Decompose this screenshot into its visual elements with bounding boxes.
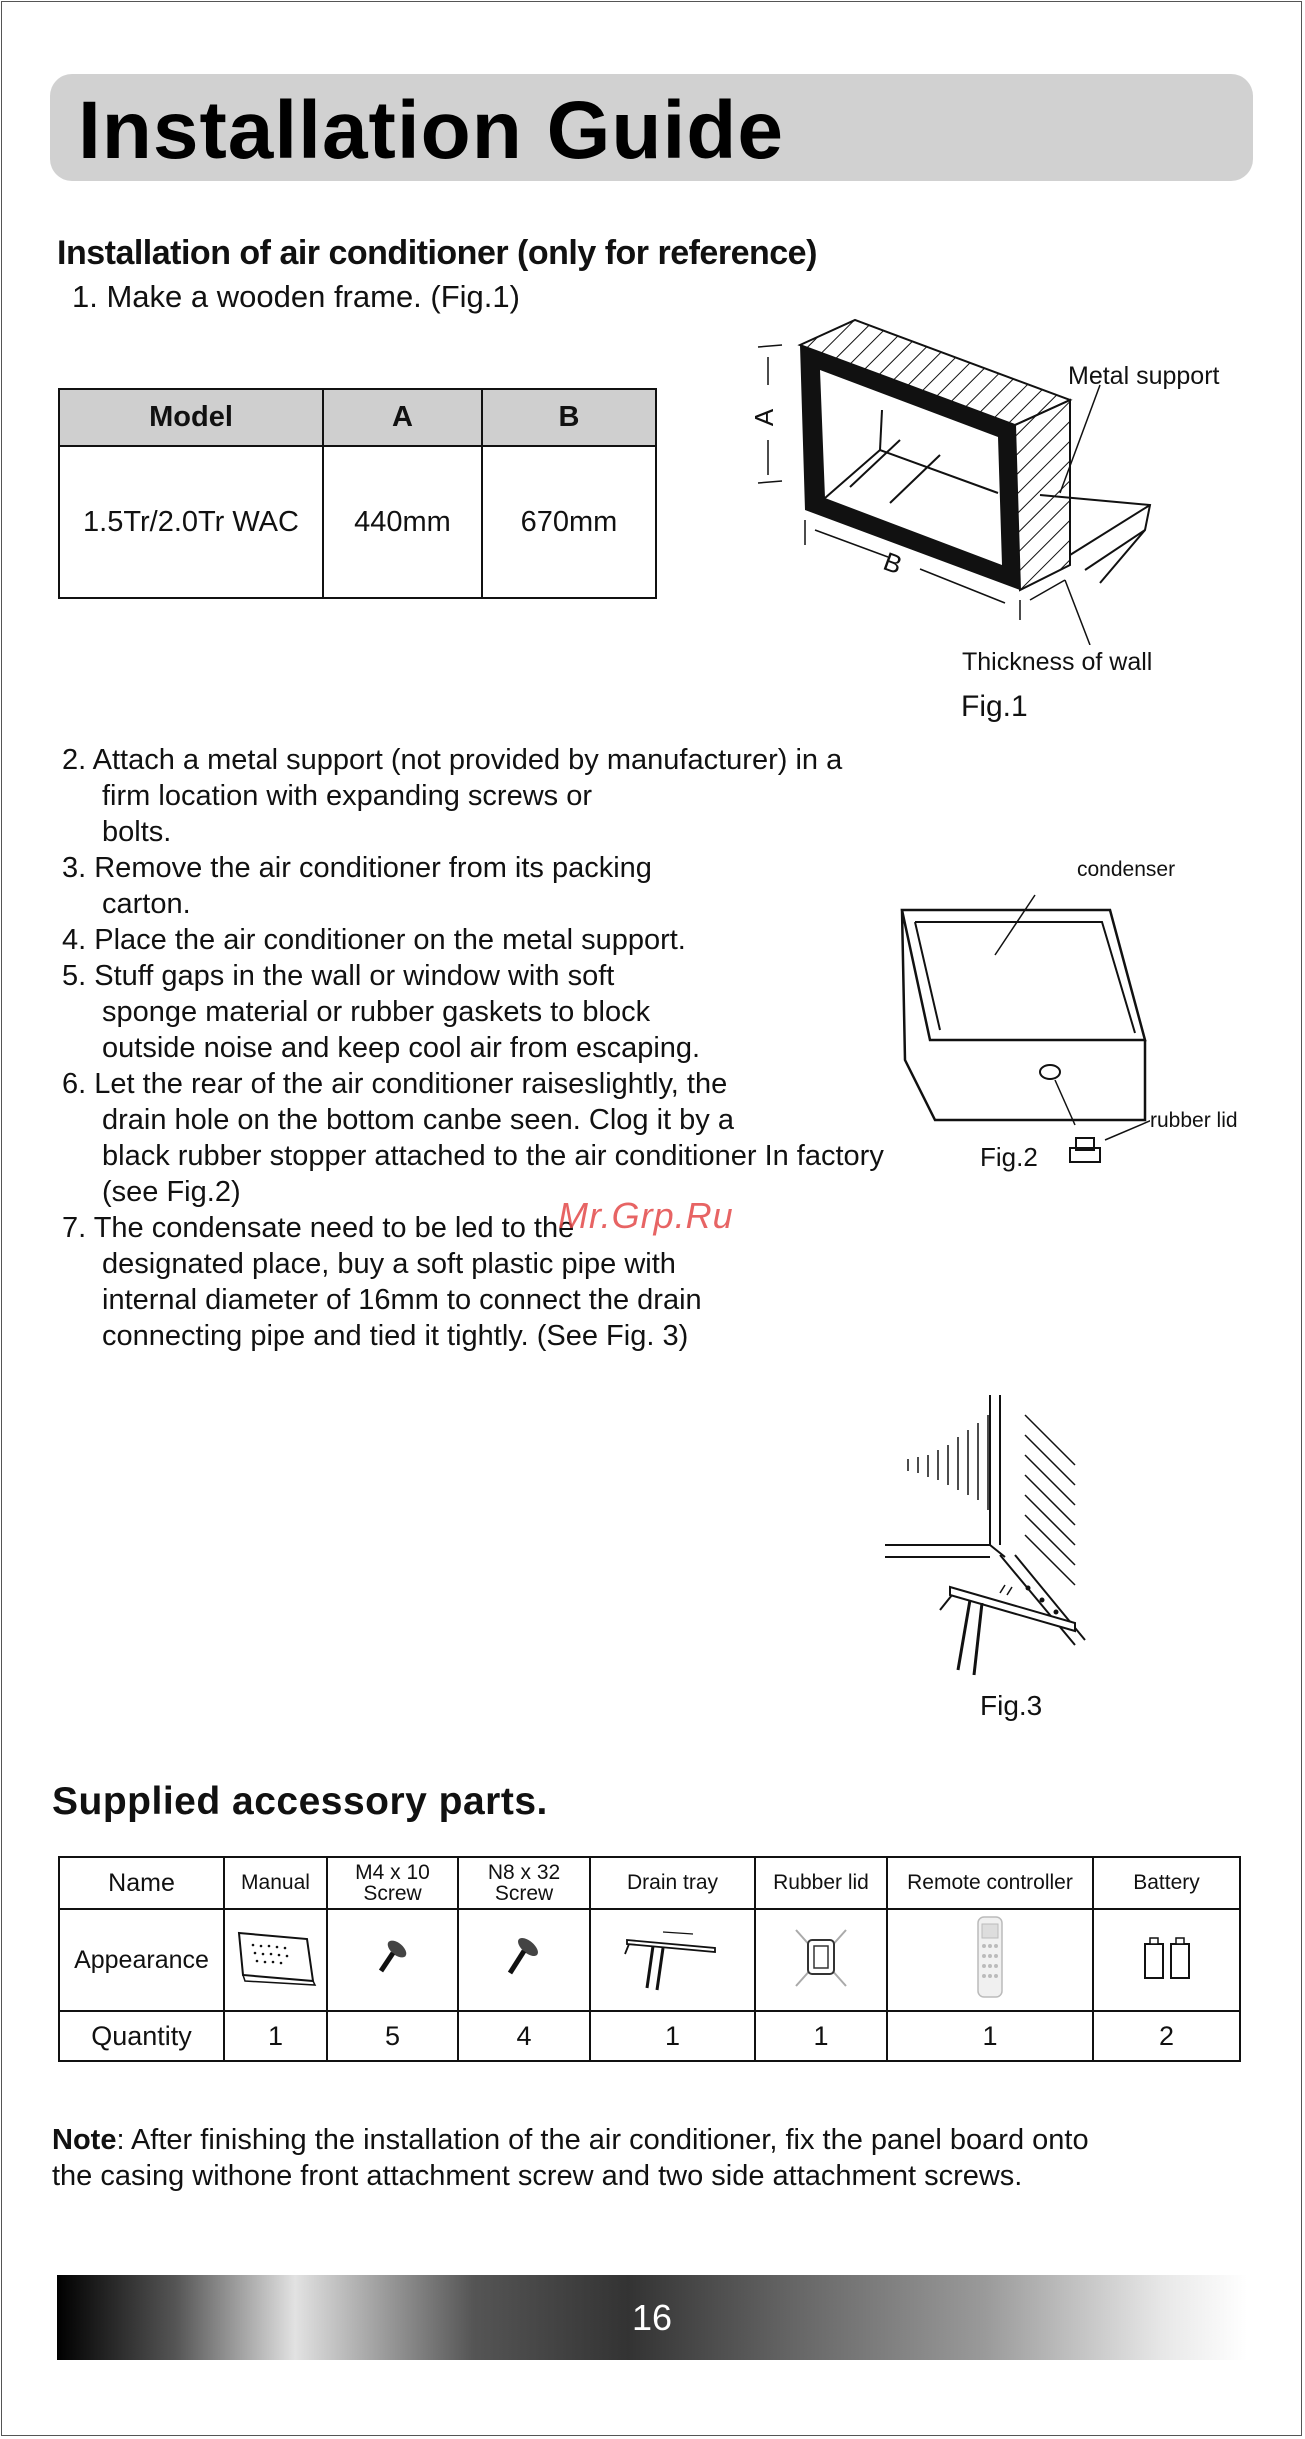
accessory-name-label: Manual: [241, 1871, 310, 1894]
accessory-quantity: 1: [887, 2011, 1093, 2061]
step-6-line: 6. Let the rear of the air conditioner raiseslightly, the: [62, 1068, 728, 1100]
fig1-dim-b: B: [879, 545, 907, 581]
note-label: Note: [52, 2124, 117, 2156]
a-header: A: [323, 389, 482, 446]
step-2: [62, 742, 1022, 850]
accessory-name: [224, 1857, 327, 1909]
b-value: 670mm: [482, 446, 656, 598]
accessory-name-label: M4 x 10: [355, 1861, 430, 1884]
step-4: [62, 922, 1022, 958]
step-5-line: 5. Stuff gaps in the wall or window with soft: [62, 960, 615, 992]
footer-bar: [57, 2275, 1247, 2360]
accessory-quantity: 1: [590, 2011, 755, 2061]
step-6-cont: drain hole on the bottom canbe seen. Clog it by a: [102, 1104, 734, 1136]
step-4-line: 4. Place the air conditioner on the metal support.: [62, 924, 686, 956]
accessories-title: Supplied accessory parts.: [52, 1780, 548, 1823]
accessory-name: [755, 1857, 887, 1909]
fig3-caption: Fig.3: [980, 1690, 1043, 1721]
step-3: [62, 850, 1022, 922]
accessory-name-label: Battery: [1133, 1871, 1200, 1894]
battery-icon: [1139, 1932, 1195, 1982]
accessory-quantity: 5: [327, 2011, 458, 2061]
step-7-cont: internal diameter of 16mm to connect the drain: [102, 1284, 702, 1316]
b-header: B: [482, 389, 656, 446]
screw-icon: [502, 1935, 546, 1979]
step-6: [62, 1066, 1022, 1210]
step-5-cont: sponge material or rubber gaskets to block: [102, 996, 651, 1028]
accessory-appearance: [887, 1909, 1093, 2011]
step-5-cont: outside noise and keep cool air from escaping.: [102, 1032, 701, 1064]
step-7-line: 7. The condensate need to be led to the: [62, 1212, 575, 1244]
quantity-row-header: Quantity: [59, 2011, 224, 2061]
step-5: [62, 958, 1022, 1066]
step-6-cont: black rubber stopper attached to the air conditioner In factory: [102, 1140, 884, 1172]
accessories-table: [58, 1856, 1241, 2062]
manual-icon: [235, 1927, 317, 1987]
note-line-2: the casing withone front attachment screw and two side attachment screws.: [52, 2160, 1023, 2192]
step-2-line: 2. Attach a metal support (not provided by manufacturer) in a: [62, 744, 843, 776]
accessory-quantity: 1: [755, 2011, 887, 2061]
model-table: [58, 388, 657, 599]
step-7: [62, 1210, 1022, 1354]
accessory-appearance: [1093, 1909, 1240, 2011]
accessory-appearance: [458, 1909, 590, 2011]
fig2-condenser-label: condenser: [1077, 858, 1176, 881]
accessory-quantity: 4: [458, 2011, 590, 2061]
accessory-name-label: Remote controller: [907, 1871, 1073, 1894]
accessory-name: [327, 1857, 458, 1909]
screw-icon: [373, 1937, 413, 1977]
step-3-cont: carton.: [102, 888, 191, 920]
watermark: Mr.Grp.Ru: [558, 1195, 734, 1236]
accessory-name-label: Screw: [363, 1882, 422, 1905]
title-bar: [50, 74, 1253, 181]
accessory-name: [458, 1857, 590, 1909]
step-2-cont: bolts.: [102, 816, 172, 848]
installation-note: [52, 2122, 1252, 2194]
accessory-name-label: Drain tray: [626, 1871, 719, 1894]
accessory-name: [887, 1857, 1093, 1909]
a-value: 440mm: [323, 446, 482, 598]
model-header: Model: [59, 389, 323, 446]
note-line-1: [52, 2122, 1252, 2158]
drain-tray-icon: [623, 1922, 723, 1992]
note-text: : After finishing the installation of the air conditioner, fix the panel board onto: [116, 2124, 1089, 2156]
accessory-quantity: 2: [1093, 2011, 1240, 2061]
accessory-name: [1093, 1857, 1240, 1909]
page-title: Installation Guide: [78, 85, 784, 176]
step-2-cont: firm location with expanding screws or: [102, 780, 592, 812]
remote-controller-icon: [970, 1914, 1010, 2000]
rubber-lid-icon: [786, 1922, 856, 1992]
fig3-drain-pipe-diagram: [880, 1395, 1210, 1685]
accessory-appearance: [755, 1909, 887, 2011]
step-7-cont: designated place, buy a soft plastic pipe with: [102, 1248, 676, 1280]
accessory-name-label: Rubber lid: [773, 1871, 869, 1894]
fig2-caption: Fig.2: [980, 1142, 1038, 1172]
accessory-name-label: N8 x 32: [487, 1861, 561, 1884]
step-7-cont: connecting pipe and tied it tightly. (See Fig. 3): [102, 1320, 689, 1352]
fig1-wall-label: Thickness of wall: [962, 648, 1153, 676]
section-title: Installation of air conditioner (only for reference): [57, 234, 817, 272]
accessory-name: [590, 1857, 755, 1909]
accessory-appearance: [224, 1909, 327, 2011]
accessory-quantity: 1: [224, 2011, 327, 2061]
appearance-row-header: Appearance: [59, 1909, 224, 2011]
fig1-caption: Fig.1: [961, 690, 1028, 723]
page-number: 16: [631, 2297, 673, 2338]
model-value: 1.5Tr/2.0Tr WAC: [59, 446, 323, 598]
fig1-dim-a: A: [749, 408, 780, 427]
name-row-header: Name: [59, 1857, 224, 1909]
fig2-rubber-lid-label: rubber lid: [1150, 1109, 1238, 1132]
step-1: 1. Make a wooden frame. (Fig.1): [72, 279, 520, 314]
steps-list: [62, 742, 1022, 1354]
step-6-cont: (see Fig.2): [102, 1176, 241, 1208]
accessory-appearance: [327, 1909, 458, 2011]
accessory-appearance: [590, 1909, 755, 2011]
step-3-line: 3. Remove the air conditioner from its packing: [62, 852, 652, 884]
fig1-metal-support-label: Metal support: [1068, 362, 1220, 390]
accessory-name-label: Screw: [494, 1882, 554, 1905]
fig2-condenser-diagram: [890, 880, 1150, 1180]
